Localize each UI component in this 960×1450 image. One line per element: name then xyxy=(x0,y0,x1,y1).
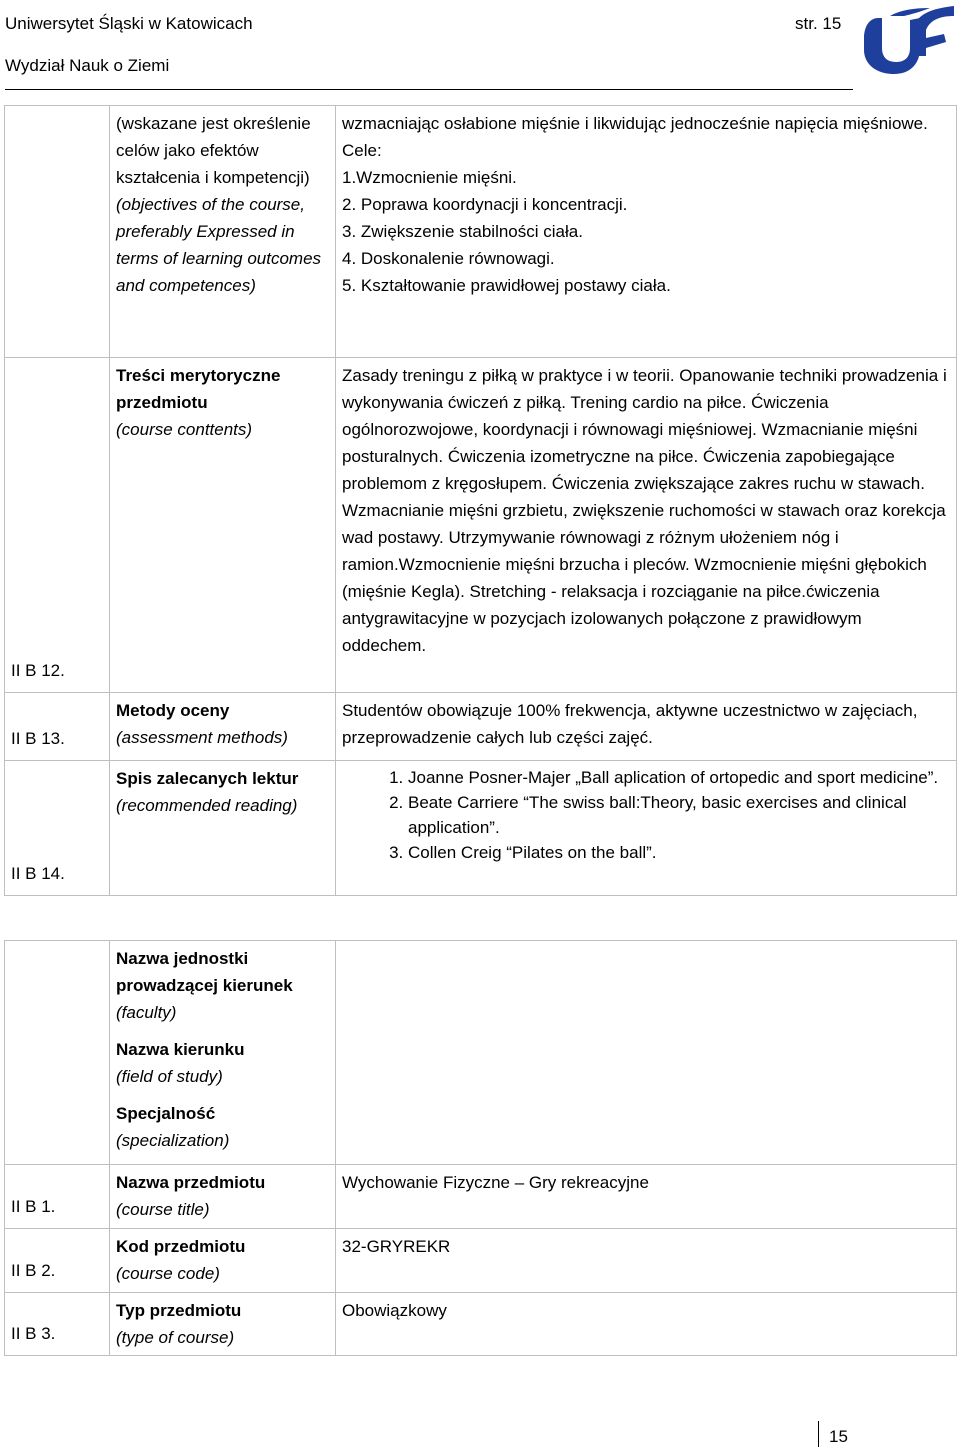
assessment-content-cell xyxy=(336,693,957,761)
list-item: 3. Collen Creig “Pilates on the ball”. xyxy=(408,840,950,865)
row-code: II B 2. xyxy=(5,1229,110,1293)
title-label-cell xyxy=(110,1165,336,1229)
row-code: II B 3. xyxy=(5,1293,110,1356)
header-page-number: str. 15 xyxy=(795,14,842,33)
footer-page-number: 15 xyxy=(829,1427,848,1446)
row-code xyxy=(5,941,110,1165)
field-of-study-label-en: (field of study) xyxy=(116,1067,223,1086)
assessment-text: Studentów obowiązuje 100% frekwencja, aktywne uczestnictwo w zajęciach, przeprowadzenie całych lub części zajęć. xyxy=(342,701,918,747)
course-code-label-en: (course code) xyxy=(116,1264,220,1283)
reading-list xyxy=(342,765,950,865)
field-of-study-label: Nazwa kierunku xyxy=(116,1040,245,1059)
university-name: Uniwersytet Śląski w Katowicach xyxy=(5,14,253,33)
row-code: II B 13. xyxy=(5,693,110,761)
objective-item: 3. Zwiększenie stabilności ciała. xyxy=(342,222,583,241)
objectives-intro: wzmacniając osłabione mięśnie i likwidując jednocześnie napięcia mięśniowe. Cele: xyxy=(342,114,928,160)
specialization-label: Specjalność xyxy=(116,1104,216,1123)
faculty-label-cell xyxy=(110,941,336,1165)
course-code-value: 32-GRYREKR xyxy=(336,1229,957,1293)
row-code: II B 12. xyxy=(5,358,110,693)
table-row xyxy=(5,358,957,693)
table-row xyxy=(5,1229,957,1293)
reading-content-cell xyxy=(336,761,957,896)
list-item: 2. Beate Carriere “The swiss ball:Theory, basic exercises and clinical application”. xyxy=(408,790,950,840)
list-item: 1. Joanne Posner-Majer „Ball aplication of ortopedic and sport medicine”. xyxy=(408,765,950,790)
assessment-label-en: (assessment methods) xyxy=(116,728,288,747)
table-row xyxy=(5,761,957,896)
course-type-label-en: (type of course) xyxy=(116,1328,235,1347)
course-code-label: Kod przedmiotu xyxy=(116,1237,246,1256)
reading-label-cell xyxy=(110,761,336,896)
objectives-label: (wskazane jest określenie celów jako efektów kształcenia i kompetencji) xyxy=(116,114,311,187)
type-label-cell xyxy=(110,1293,336,1356)
course-title-label-en: (course title) xyxy=(116,1200,210,1219)
course-type-value: Obowiązkowy xyxy=(336,1293,957,1356)
faculty-label: Nazwa jednostki prowadzącej kierunek xyxy=(116,949,293,995)
objectives-label-en: (objectives of the course, preferably Expressed in terms of learning outcomes and competences) xyxy=(116,195,322,295)
content-label: Treści merytoryczne przedmiotu xyxy=(116,366,281,412)
objective-item: 5. Kształtowanie prawidłowej postawy ciała. xyxy=(342,276,671,295)
course-title-value: Wychowanie Fizyczne – Gry rekreacyjne xyxy=(336,1165,957,1229)
table-row xyxy=(5,693,957,761)
code-label-cell xyxy=(110,1229,336,1293)
faculty-label-en: (faculty) xyxy=(116,1003,177,1022)
course-title-label: Nazwa przedmiotu xyxy=(116,1173,266,1192)
specialization-label-en: (specialization) xyxy=(116,1131,230,1150)
reading-label: Spis zalecanych lektur xyxy=(116,769,299,788)
objective-item: 2. Poprawa koordynacji i koncentracji. xyxy=(342,195,628,214)
faculty-name: Wydział Nauk o Ziemi xyxy=(5,56,170,75)
objectives-label-cell xyxy=(110,106,336,358)
university-logo-icon xyxy=(860,4,956,76)
course-details-table xyxy=(4,105,957,896)
table-row xyxy=(5,1165,957,1229)
objective-item: 4. Doskonalenie równowagi. xyxy=(342,249,555,268)
table-row xyxy=(5,1293,957,1356)
course-content-cell xyxy=(336,358,957,693)
header-rule xyxy=(5,89,853,90)
faculty-content-cell xyxy=(336,941,957,1165)
assessment-label: Metody oceny xyxy=(116,701,230,720)
course-type-label: Typ przedmiotu xyxy=(116,1301,242,1320)
course-identification-table xyxy=(4,940,957,1356)
content-label-cell xyxy=(110,358,336,693)
reading-label-en: (recommended reading) xyxy=(116,796,298,815)
row-code: II B 14. xyxy=(5,761,110,896)
table-row xyxy=(5,106,957,358)
assessment-label-cell xyxy=(110,693,336,761)
objectives-content-cell xyxy=(336,106,957,358)
content-label-en: (course conttents) xyxy=(116,420,253,439)
table-row xyxy=(5,941,957,1165)
row-code: II B 1. xyxy=(5,1165,110,1229)
objective-item: 1.Wzmocnienie mięśni. xyxy=(342,168,517,187)
course-content-text: Zasady treningu z piłką w praktyce i w teorii. Opanowanie techniki prowadzenia i wykonywania ćwiczeń z piłką. Trening cardio na piłce. Ćwiczenia ogólnorozwojowe, koordynacji i równowagi mięśniowej. Wzmacnianie mięśni posturalnych. Ćwiczenia izometryczne na piłce. Ćwiczenia zapobiegające problemom z kręgosłupem. Ćwiczenia zwiększające zakres ruchu w stawach. Wzmacnianie mięśni grzbietu, zwiększenie ruchomości w stawach oraz korekcja wad postawy. Utrzymywanie równowagi z różnym ułożeniem nóg i ramion.Wzmocnienie mięśni brzucha i pleców. Wzmocnienie mięśni głębokich (mięśnie Kegla). Stretching - relaksacja i rozciąganie na piłce.ćwiczenia antygrawitacyjne w pozycjach izolowanych połączone z prawidłowym oddechem. xyxy=(342,366,947,655)
row-code xyxy=(5,106,110,358)
